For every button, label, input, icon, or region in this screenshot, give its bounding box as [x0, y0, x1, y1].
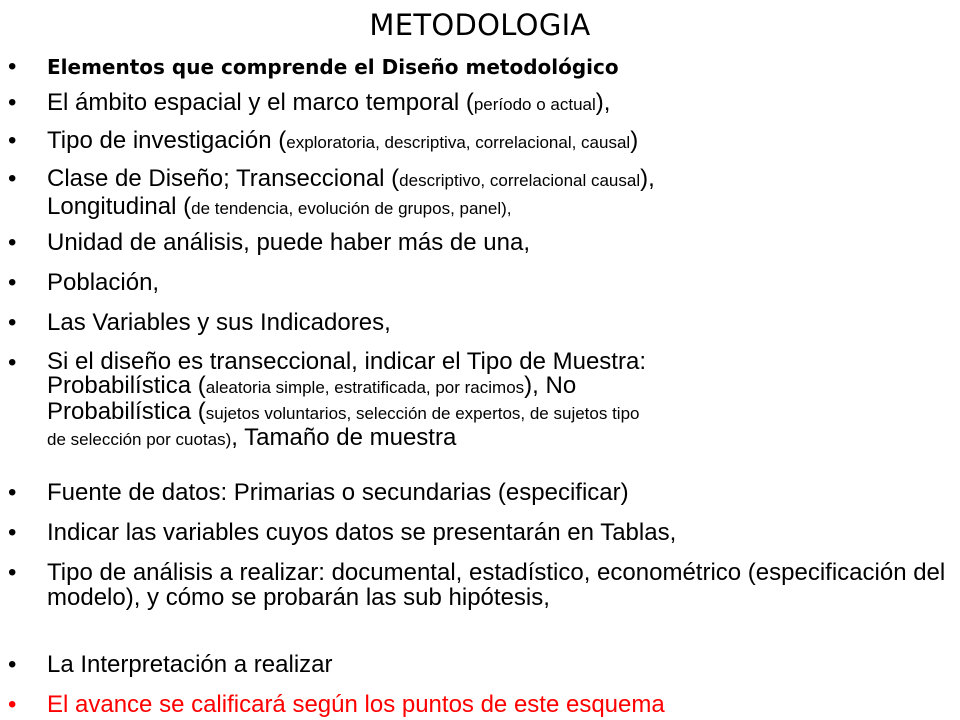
list-item-text: Fuente de datos: Primarias o secundarias (especificar) — [47, 479, 629, 506]
bullet-icon: • — [8, 229, 17, 256]
bullet-icon: • — [8, 309, 17, 336]
bullet-icon: • — [8, 165, 17, 192]
bullet-icon: • — [8, 269, 17, 296]
bullet-icon: • — [8, 53, 17, 80]
bullet-icon: • — [8, 127, 17, 154]
list-item-text: Indicar las variables cuyos datos se presentarán en Tablas, — [47, 519, 677, 546]
bullet-icon: • — [8, 519, 17, 546]
bullet-icon: • — [8, 691, 17, 718]
bullet-icon: • — [8, 89, 17, 116]
subtitle-text: Elementos que comprende el Diseño metodológico — [47, 55, 619, 79]
bullet-icon: • — [8, 559, 17, 586]
slide-title: METODOLOGIA — [369, 8, 591, 42]
list-item-text: Población, — [47, 269, 160, 296]
list-item-text: La Interpretación a realizar — [47, 651, 333, 678]
list-item-text: Tipo de análisis a realizar: documental, estadístico, econométrico (especificación del modelo), y cómo se probarán las sub hipótesis, — [47, 559, 946, 611]
list-item-text: Las Variables y sus Indicadores, — [47, 309, 391, 336]
list-item-text: Tipo de investigación (exploratoria, descriptiva, correlacional, causal) — [47, 127, 639, 154]
list-item-text: Si el diseño es transeccional, indicar el Tipo de Muestra: Probabilística (aleatoria simple, estratificada, por racimos), No Probabilística (sujetos voluntarios, selección de expertos, de sujetos tipo de selección por cuotas), Tamaño de muestra — [47, 348, 646, 451]
list-item-text: Unidad de análisis, puede haber más de una, — [47, 229, 530, 256]
bullet-icon: • — [8, 479, 17, 506]
list-item-text: Clase de Diseño; Transeccional (descriptivo, correlacional causal), Longitudinal (de tendencia, evolución de grupos, panel), — [47, 165, 655, 220]
bullet-icon: • — [8, 651, 17, 678]
bullet-icon: • — [8, 349, 17, 376]
list-item-text: El ámbito espacial y el marco temporal (período o actual), — [47, 89, 611, 116]
highlight-text: El avance se calificará según los puntos de este esquema — [47, 691, 665, 718]
